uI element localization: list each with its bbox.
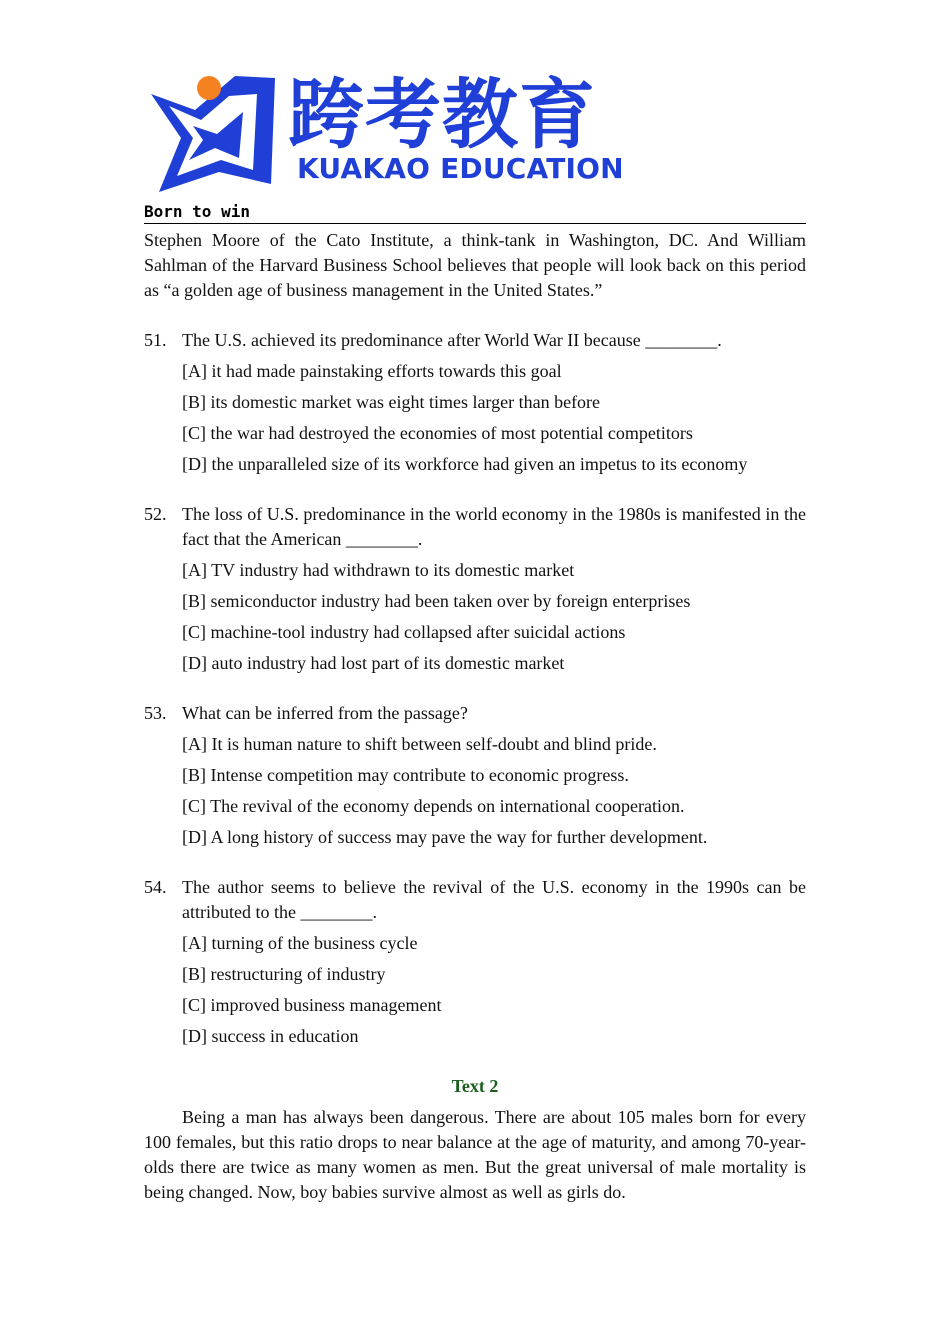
question-stem: The loss of U.S. predominance in the world economy in the 1980s is manifested in the fact that the American ________. [182,504,806,549]
option-a: [A] turning of the business cycle [182,933,418,953]
option-a: [A] it had made painstaking efforts towards this goal [182,361,562,381]
question-52 [144,502,806,676]
option-d: [D] the unparalleled size of its workforce had given an impetus to its economy [182,454,748,474]
option-a: [A] TV industry had withdrawn to its domestic market [182,560,575,580]
logo-english-name: KUAKAO EDUCATION [297,152,624,185]
document-body [144,228,806,1205]
kuakao-logo [147,70,624,194]
section-title: Text 2 [451,1076,499,1096]
question-53 [144,701,806,850]
logo-chinese-name: 跨考教育 [288,70,596,159]
option-b: [B] Intense competition may contribute to economic progress. [182,765,629,785]
option-d: [D] A long history of success may pave the way for further development. [182,827,708,847]
logo-emblem-icon [147,72,287,194]
question-stem: The author seems to believe the revival of the U.S. economy in the 1990s can be attributed to the ________. [182,877,806,922]
option-c: [C] the war had destroyed the economies of most potential competitors [182,423,693,443]
running-header [144,203,806,224]
question-number: 53. [144,703,167,723]
header-title: Born to win [144,202,250,221]
option-c: [C] machine-tool industry had collapsed after suicidal actions [182,622,626,642]
question-stem: What can be inferred from the passage? [182,703,468,723]
option-b: [B] semiconductor industry had been taken over by foreign enterprises [182,591,691,611]
question-54 [144,875,806,1049]
passage-excerpt: Stephen Moore of the Cato Institute, a think-tank in Washington, DC. And William Sahlman of the Harvard Business School believes that people will look back on this period as “a golden age of business management in the United States.” [144,230,806,300]
text-2-paragraph: Being a man has always been dangerous. There are about 105 males born for every 100 females, but this ratio drops to near balance at the age of maturity, and among 70-year-olds there are twice as many women as men. But the great universal of male mortality is being changed. Now, boy babies survive almost as well as girls do. [144,1107,806,1202]
question-stem: The U.S. achieved its predominance after World War II because ________. [182,330,722,350]
question-number: 51. [144,330,167,350]
option-b: [B] restructuring of industry [182,964,386,984]
option-d: [D] success in education [182,1026,359,1046]
orange-dot-icon [197,76,221,100]
option-c: [C] The revival of the economy depends on international cooperation. [182,796,685,816]
question-number: 52. [144,504,167,524]
question-number: 54. [144,877,167,897]
option-c: [C] improved business management [182,995,442,1015]
question-51 [144,328,806,477]
option-d: [D] auto industry had lost part of its domestic market [182,653,565,673]
option-b: [B] its domestic market was eight times larger than before [182,392,601,412]
option-a: [A] It is human nature to shift between self-doubt and blind pride. [182,734,657,754]
